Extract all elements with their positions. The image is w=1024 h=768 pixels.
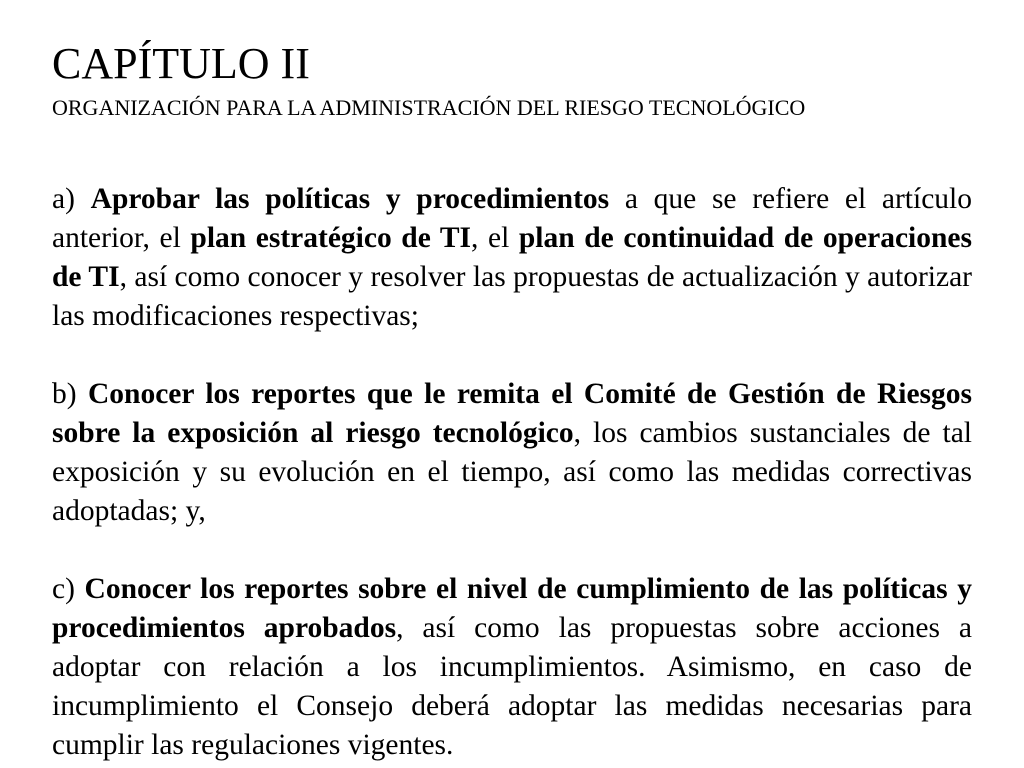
item-text-bold: Conocer los reportes que le remita el Comité de Gestión de Riesgos sobre la exposición al riesgo tecnológico — [52, 378, 972, 449]
item-text-bold: Aprobar las políticas y procedimientos — [90, 183, 610, 215]
chapter-subtitle: ORGANIZACIÓN PARA LA ADMINISTRACIÓN DEL RIESGO TECNOLÓGICO — [52, 95, 806, 120]
list-item-b — [52, 375, 972, 531]
item-marker: c) — [52, 573, 75, 605]
item-text-bold: plan de continuidad de operaciones de TI — [52, 222, 972, 293]
item-text: , el — [471, 222, 519, 254]
item-text-bold: plan estratégico de TI — [190, 222, 472, 254]
list-item-c — [52, 570, 972, 765]
item-text: , así como conocer y resolver las propuestas de actualización y autorizar las modificaciones respectivas; — [52, 261, 973, 332]
chapter-title: CAPÍTULO II — [52, 39, 310, 88]
item-marker: a) — [52, 183, 75, 215]
item-text-bold: Conocer los reportes sobre el nivel de cumplimiento de las políticas y procedimientos aprobados — [52, 573, 972, 644]
document-body — [52, 180, 972, 768]
item-marker: b) — [52, 378, 77, 410]
item-text: a que se refiere el artículo anterior, el — [52, 183, 972, 254]
item-text: , así como las propuestas sobre acciones a adoptar con relación a los incumplimientos. Asimismo, en caso de incumplimiento el Consejo deberá adoptar las medidas necesarias para cumplir las regulaciones vigentes. — [52, 612, 972, 761]
item-text: , los cambios sustanciales de tal exposición y su evolución en el tiempo, así como las medidas correctivas adoptadas; y, — [52, 417, 973, 527]
list-item-a — [52, 180, 972, 336]
